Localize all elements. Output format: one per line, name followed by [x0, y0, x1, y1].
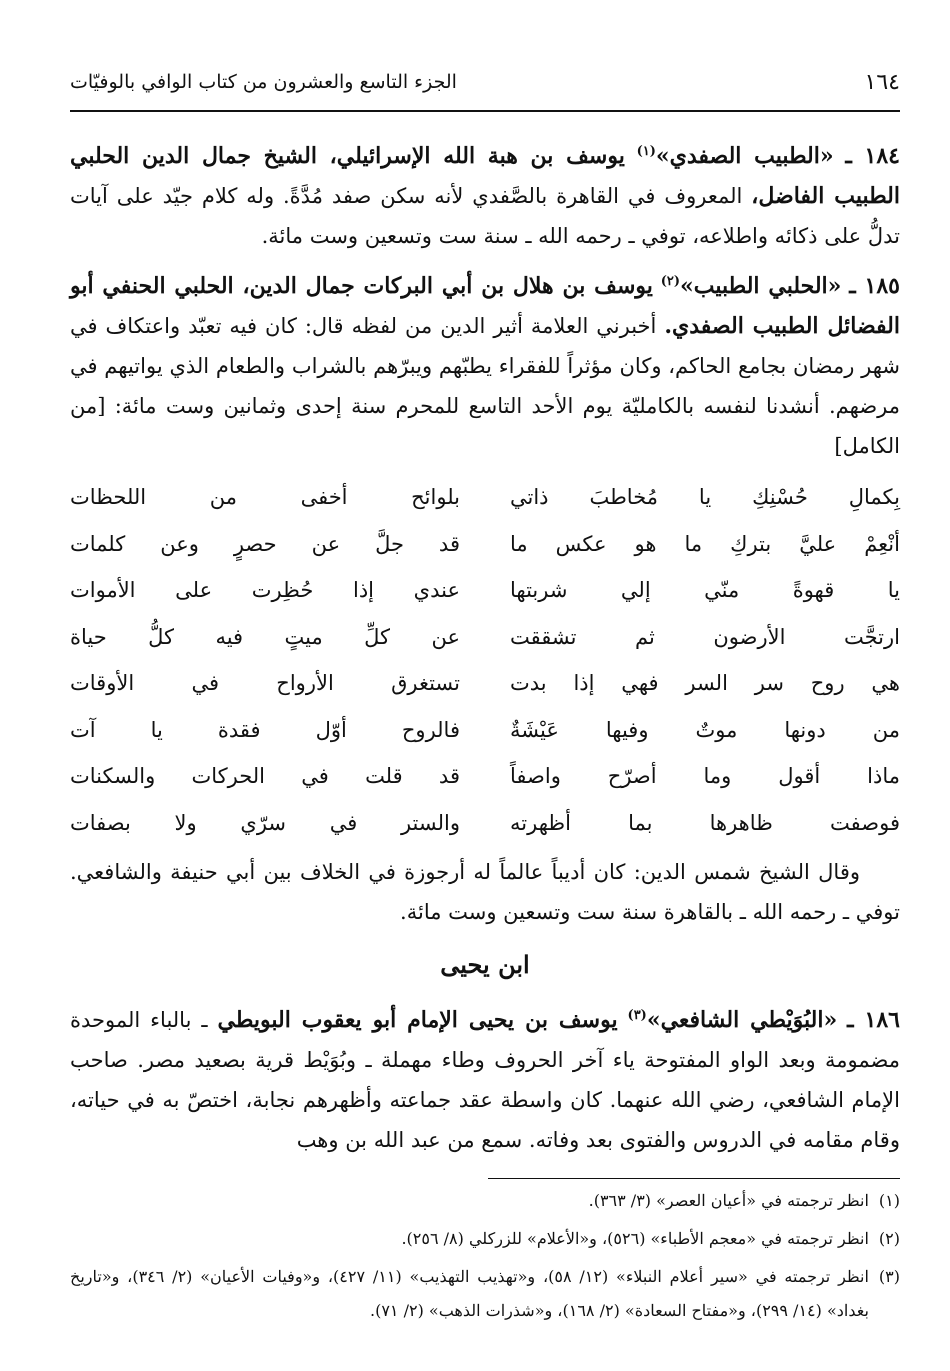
entry-184-name: يوسف بن هبة الله الإسرائيلي، الشيخ جمال الدين الحلبي الطبيب الفاضل، [70, 143, 900, 209]
footnote-text: انظر ترجمته في «سير أعلام النبلاء» (١٢/ ٥٨)، و«تهذيب التهذيب» (١١/ ٤٢٧)، و«وفيات الأعيان» (٢/ ٣٤٦)، و«تاريخ بغداد» (١٤/ ٢٩٩)، و«مفتاح السعادة» (٢/ ١٦٨)، و«شذرات الذهب» (٢/ ٧١). [70, 1267, 869, 1320]
entry-186 [70, 996, 900, 1160]
entry-185-nickname: «الحلبي الطبيب» [680, 273, 842, 299]
footnote [70, 1260, 900, 1328]
verse-second-hemistich: فالروح أوّل فقدة يا آت [70, 717, 460, 742]
footnote-number: (١) [878, 1191, 900, 1210]
poem-verse [70, 753, 900, 800]
entry-184 [70, 132, 900, 256]
entry-186-nickname: «البُوَيْطي الشافعي» [646, 1007, 838, 1033]
entry-184-nickname: «الطبيب الصفدي» [655, 143, 834, 169]
book-page [70, 0, 900, 1371]
entry-185-number: ١٨٥ ـ [849, 273, 900, 299]
entry-185-closing: وقال الشيخ شمس الدين: كان أديباً عالماً له أرجوزة في الخلاف بين أبي حنيفة والشافعي. توفي ـ رحمه الله ـ بالقاهرة سنة ست وتسعين وست مائة. [70, 860, 900, 924]
verse-first-hemistich: من دونها موتٌ وفيها عَيْشَةٌ [510, 717, 900, 742]
footnote [70, 1184, 900, 1218]
footnote-number: (٢) [878, 1229, 900, 1248]
footnote-text: انظر ترجمته في «أعيان العصر» (٣/ ٣٦٣). [588, 1191, 869, 1210]
poem-verse [70, 521, 900, 568]
verse-second-hemistich: عندي إذا حُظِرت على الأموات [70, 578, 460, 603]
poem-verse [70, 614, 900, 661]
header-divider [70, 110, 900, 112]
poem-verse [70, 567, 900, 614]
footnote-ref-1[interactable]: (١) [636, 144, 656, 159]
verse-first-hemistich: أنْعِمْ عليَّ بتركِ ما هو عكس ما [510, 531, 900, 556]
footnote [70, 1222, 900, 1256]
footnote-ref-3[interactable]: (٣) [627, 1008, 647, 1023]
poem [70, 474, 900, 846]
entry-184-number: ١٨٤ ـ [845, 143, 900, 169]
entry-186-text: ـ بالباء الموحدة مضمومة وبعد الواو المفتوحة ياء آخر الحروف وطاء مهملة ـ وبُوَيْط قرية بصعيد مصر. صاحب الإمام الشافعي، رضي الله عنهما. كان واسطة عقد جماعته وأظهرهم نجابة، اختصّ به في حياته، وقام مقامه في الدروس والفتوى بعد وفاته. سمع من عبد الله بن وهب [70, 1008, 900, 1152]
entry-185-text: أخبرني العلامة أثير الدين من لفظه قال: كان فيه تعبّد واعتكاف في شهر رمضان بجامع الحاكم، وكان مؤثراً للفقراء يطبّهم ويبرّهم بالشراب والطعام الذي يواتيهم في مرضهم. أنشدنا لنفسه بالكامليّة يوم الأحد التاسع للمحرم سنة إحدى وثمانين وست مائة: [من الكامل] [70, 314, 900, 458]
entry-186-number: ١٨٦ ـ [847, 1007, 900, 1033]
footnotes [70, 1184, 900, 1332]
entry-185-name: يوسف بن هلال بن أبي البركات جمال الدين، الحلبي الحنفي أبو الفضائل الطبيب الصفدي. [70, 273, 900, 339]
entry-185 [70, 262, 900, 466]
entry-184-text: المعروف في القاهرة بالصَّفدي لأنه سكن صفد مُدَّةً. وله كلام جيّد على آيات تدلُّ على ذكائه واطلاعه، توفي ـ رحمه الله ـ سنة ست وتسعين وست مائة. [70, 184, 900, 248]
poem-verse [70, 800, 900, 847]
verse-second-hemistich: قد جلَّ عن حصرٍ وعن كلمات [70, 531, 460, 556]
poem-verse [70, 474, 900, 521]
verse-first-hemistich: هي روح سر السر فهي إذا بدت [510, 671, 900, 696]
verse-first-hemistich: ارتجَّت الأرضون ثم تشققت [510, 624, 900, 649]
footnote-text: انظر ترجمته في «معجم الأطباء» (٥٢٦)، و«الأعلام» للزركلي (٨/ ٢٥٦). [401, 1229, 869, 1248]
page-number: ١٦٤ [864, 69, 900, 95]
poem-verse [70, 707, 900, 754]
footnote-ref-2[interactable]: (٢) [660, 274, 681, 289]
verse-second-hemistich: عن كلِّ ميتٍ فيه كلُّ حياة [70, 624, 460, 649]
entry-186-name: يوسف بن يحيى الإمام أبو يعقوب البويطي [217, 1007, 618, 1033]
verse-first-hemistich: يا قهوةً منّي إلي شربتها [510, 578, 900, 603]
footnote-divider [488, 1178, 900, 1179]
running-title: الجزء التاسع والعشرون من كتاب الوافي بالوفيّات [70, 71, 457, 93]
section-title: ابن يحيى [440, 950, 530, 979]
poem-verse [70, 660, 900, 707]
verse-second-hemistich: والستر في سرّي ولا بصفات [70, 810, 460, 835]
running-header [70, 62, 900, 102]
verse-first-hemistich: فوصفت ظاهرها بما أظهرته [510, 810, 900, 835]
verse-first-hemistich: ماذا أقول وما أصرّح واصفاً [510, 764, 900, 789]
verse-second-hemistich: قد قلت في الحركات والسكنات [70, 764, 460, 789]
footnote-number: (٣) [878, 1267, 900, 1286]
verse-second-hemistich: تستغرق الأرواح في الأوقات [70, 671, 460, 696]
verse-second-hemistich: بلوائح أخفى من اللحظات [70, 485, 460, 510]
verse-first-hemistich: بِكمالِ حُسْنِكِ يا مُخاطبَ ذاتي [510, 485, 900, 510]
